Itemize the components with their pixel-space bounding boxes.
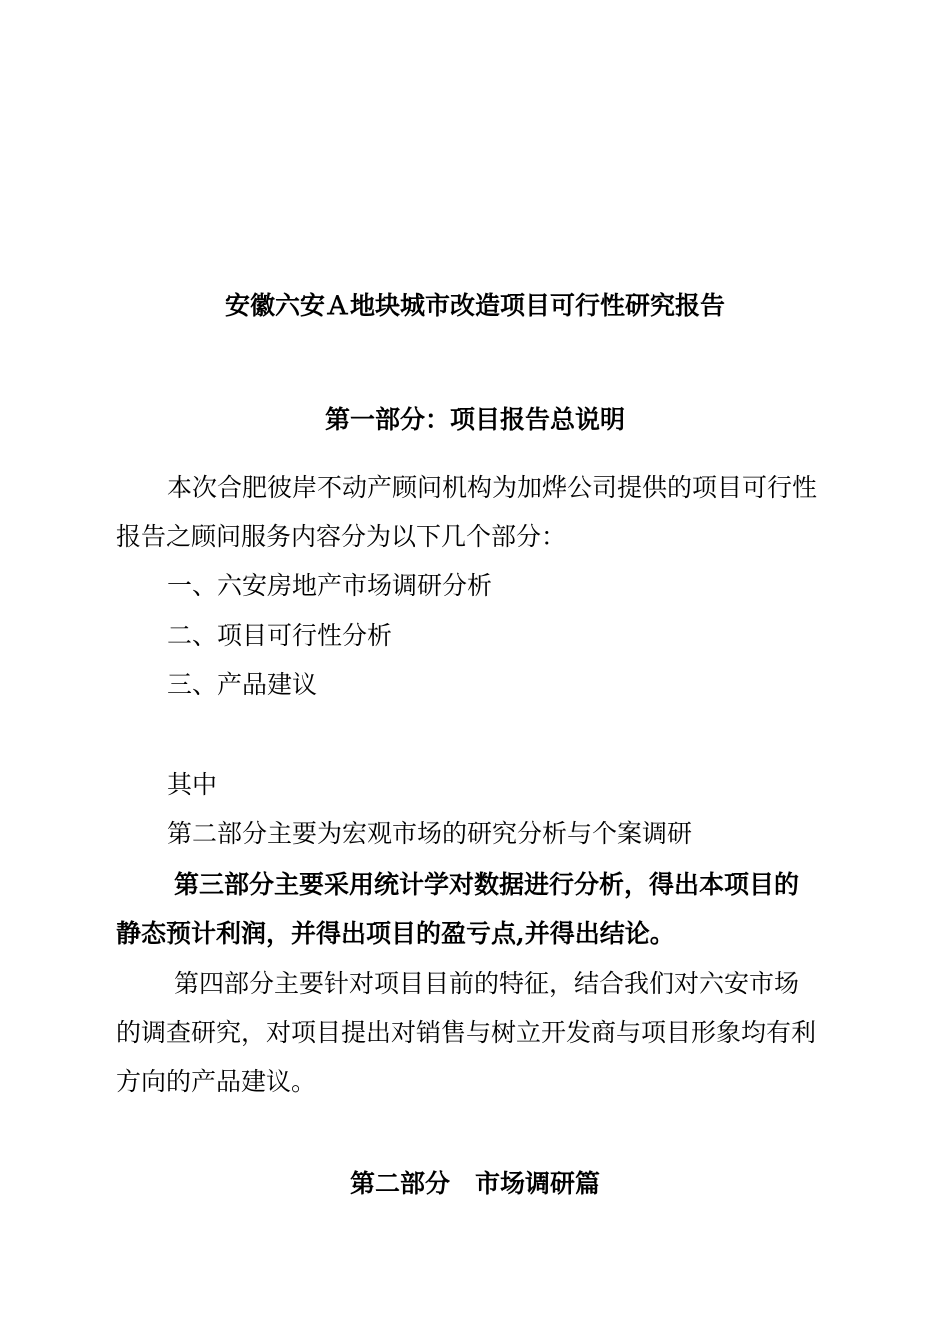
list-item: 一、六安房地产市场调研分析	[167, 571, 493, 600]
list-item: 三、产品建议	[167, 670, 318, 699]
section-heading-part2: 第二部分 市场调研篇	[349, 1169, 600, 1198]
part4-description-line-1: 第四部分主要针对项目目前的特征，结合我们对六安市场	[174, 969, 800, 998]
among-label: 其中	[167, 770, 218, 799]
document-title: 安徽六安Ａ地块城市改造项目可行性研究报告	[224, 291, 725, 320]
part4-description-line-2: 的调查研究，对项目提出对销售与树立开发商与项目形象均有利	[116, 1018, 817, 1047]
part3-description-line-1: 第三部分主要采用统计学对数据进行分析，得出本项目的	[174, 870, 800, 899]
section-heading-part1: 第一部分：项目报告总说明	[324, 405, 625, 434]
list-item: 二、项目可行性分析	[167, 621, 393, 650]
intro-paragraph-line-1: 本次合肥彼岸不动产顾问机构为加烨公司提供的项目可行性	[167, 473, 818, 502]
intro-paragraph-line-2: 报告之顾问服务内容分为以下几个部分：	[116, 522, 567, 551]
part4-description-line-3: 方向的产品建议。	[116, 1067, 317, 1096]
part2-description: 第二部分主要为宏观市场的研究分析与个案调研	[167, 819, 693, 848]
part3-description-line-2: 静态预计利润，并得出项目的盈亏点,并得出结论。	[116, 919, 675, 948]
